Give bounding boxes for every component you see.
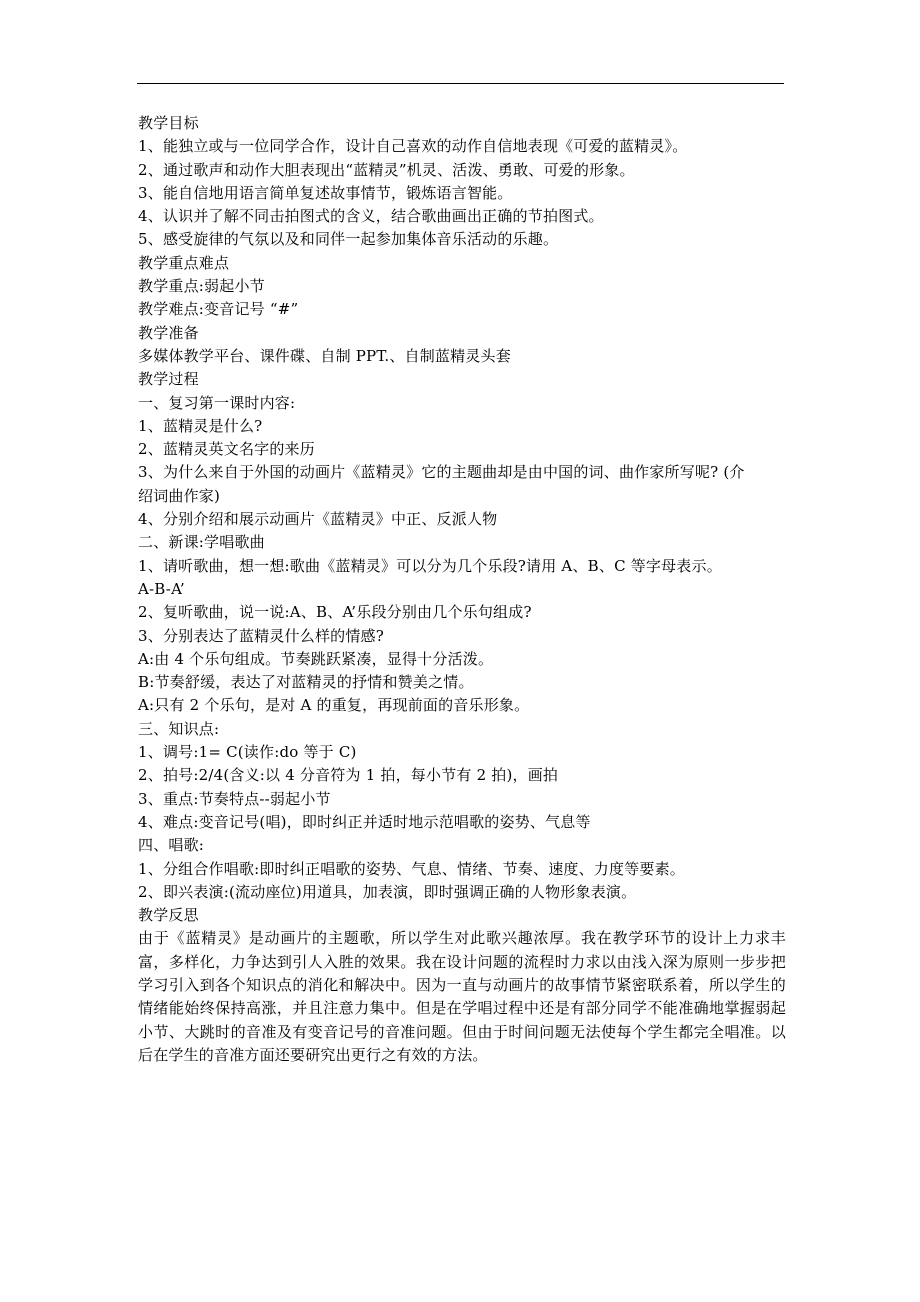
goal-item-3: 3、能自信地用语言简单复述故事情节，锻炼语言智能。	[138, 183, 513, 202]
singing-item-2: 2、即兴表演:(流动座位)用道具，加表演，即时强调正确的人物形象表演。	[138, 882, 637, 901]
knowledge-item-3: 3、重点:节奏特点--弱起小节	[138, 789, 331, 808]
section-knowledge: 三、知识点:	[138, 719, 220, 738]
goal-item-2: 2、通过歌声和动作大胆表现出“蓝精灵”机灵、活泼、勇敢、可爱的形象。	[138, 160, 635, 179]
section-a-prime-desc: A:只有 2 个乐句，是对 A 的重复，再现前面的音乐形象。	[138, 696, 530, 715]
heading-teaching-goals: 教学目标	[138, 114, 199, 132]
form-structure: A-B-A’	[138, 579, 185, 598]
knowledge-item-1: 1、调号:1= C(读作:do 等于 C)	[138, 743, 357, 762]
knowledge-item-4: 4、难点:变音记号(唱)，即时纠正并适时地示范唱歌的姿势、气息等	[138, 812, 591, 831]
section-singing: 四、唱歌:	[138, 836, 205, 855]
new-lesson-item-1: 1、请听歌曲，想一想:歌曲《蓝精灵》可以分为几个乐段?请用 A、B、C 等字母表示。	[138, 556, 722, 575]
new-lesson-item-2: 2、复听歌曲，说一说:A、B、A’乐段分别由几个乐句组成?	[138, 603, 532, 622]
singing-item-1: 1、分组合作唱歌:即时纠正唱歌的姿势、气息、情绪、节奏、速度、力度等要素。	[138, 859, 686, 878]
section-a-desc: A:由 4 个乐句组成。节奏跳跃紧凑，显得十分活泼。	[138, 649, 494, 668]
heading-process: 教学过程	[138, 370, 199, 389]
heading-preparation: 教学准备	[138, 323, 199, 342]
review-item-3: 3、为什么来自于外国的动画片《蓝精灵》它的主题曲却是由中国的词、曲作家所写呢? (介	[138, 463, 745, 482]
new-lesson-item-3: 3、分别表达了蓝精灵什么样的情感?	[138, 626, 384, 645]
review-item-2: 2、蓝精灵英文名字的来历	[138, 440, 315, 459]
review-item-1: 1、蓝精灵是什么?	[138, 416, 263, 435]
review-item-3-cont: 绍词曲作家)	[138, 486, 221, 505]
document-body	[138, 112, 786, 1067]
section-review: 一、复习第一课时内容:	[138, 393, 296, 412]
heading-key-difficult-points: 教学重点难点	[138, 253, 230, 272]
review-item-4: 4、分别介绍和展示动画片《蓝精灵》中正、反派人物	[138, 510, 498, 529]
knowledge-item-2: 2、拍号:2/4(含义:以 4 分音符为 1 拍，每小节有 2 拍)，画拍	[138, 766, 559, 785]
header-rule	[137, 83, 784, 84]
reflection-paragraph: 由于《蓝精灵》是动画片的主题歌，所以学生对此歌兴趣浓厚。我在教学环节的设计上力求丰富，多样化，力争达到引人入胜的效果。我在设计问题的流程时力求以由浅入深为原则一步步把学习引入到各个知识点的消化和解决中。因为一直与动画片的故事情节紧密联系着，所以学生的情绪能始终保持高涨，并且注意力集中。但是在学唱过程中还是有部分同学不能准确地掌握弱起小节、大跳时的音准及有变音记号的音准问题。但由于时间问题无法使每个学生都完全唱准。以后在学生的音准方面还要研究出更行之有效的方法。	[138, 929, 786, 1064]
preparation-text: 多媒体教学平台、课件碟、自制 PPT.、自制蓝精灵头套	[138, 346, 511, 365]
section-b-desc: B:节奏舒缓，表达了对蓝精灵的抒情和赞美之情。	[138, 673, 474, 692]
goal-item-5: 5、感受旋律的气氛以及和同伴一起参加集体音乐活动的乐趣。	[138, 230, 559, 249]
goal-item-4: 4、认识并了解不同击拍图式的含义，结合歌曲画出正确的节拍图式。	[138, 207, 604, 226]
section-new-lesson: 二、新课:学唱歌曲	[138, 533, 265, 552]
goal-item-1: 1、能独立或与一位同学合作，设计自己喜欢的动作自信地表现《可爱的蓝精灵》。	[138, 137, 688, 156]
key-point: 教学重点:弱起小节	[138, 277, 265, 296]
difficult-point: 教学难点:变音记号 “#”	[138, 300, 299, 319]
heading-reflection: 教学反思	[138, 906, 199, 925]
